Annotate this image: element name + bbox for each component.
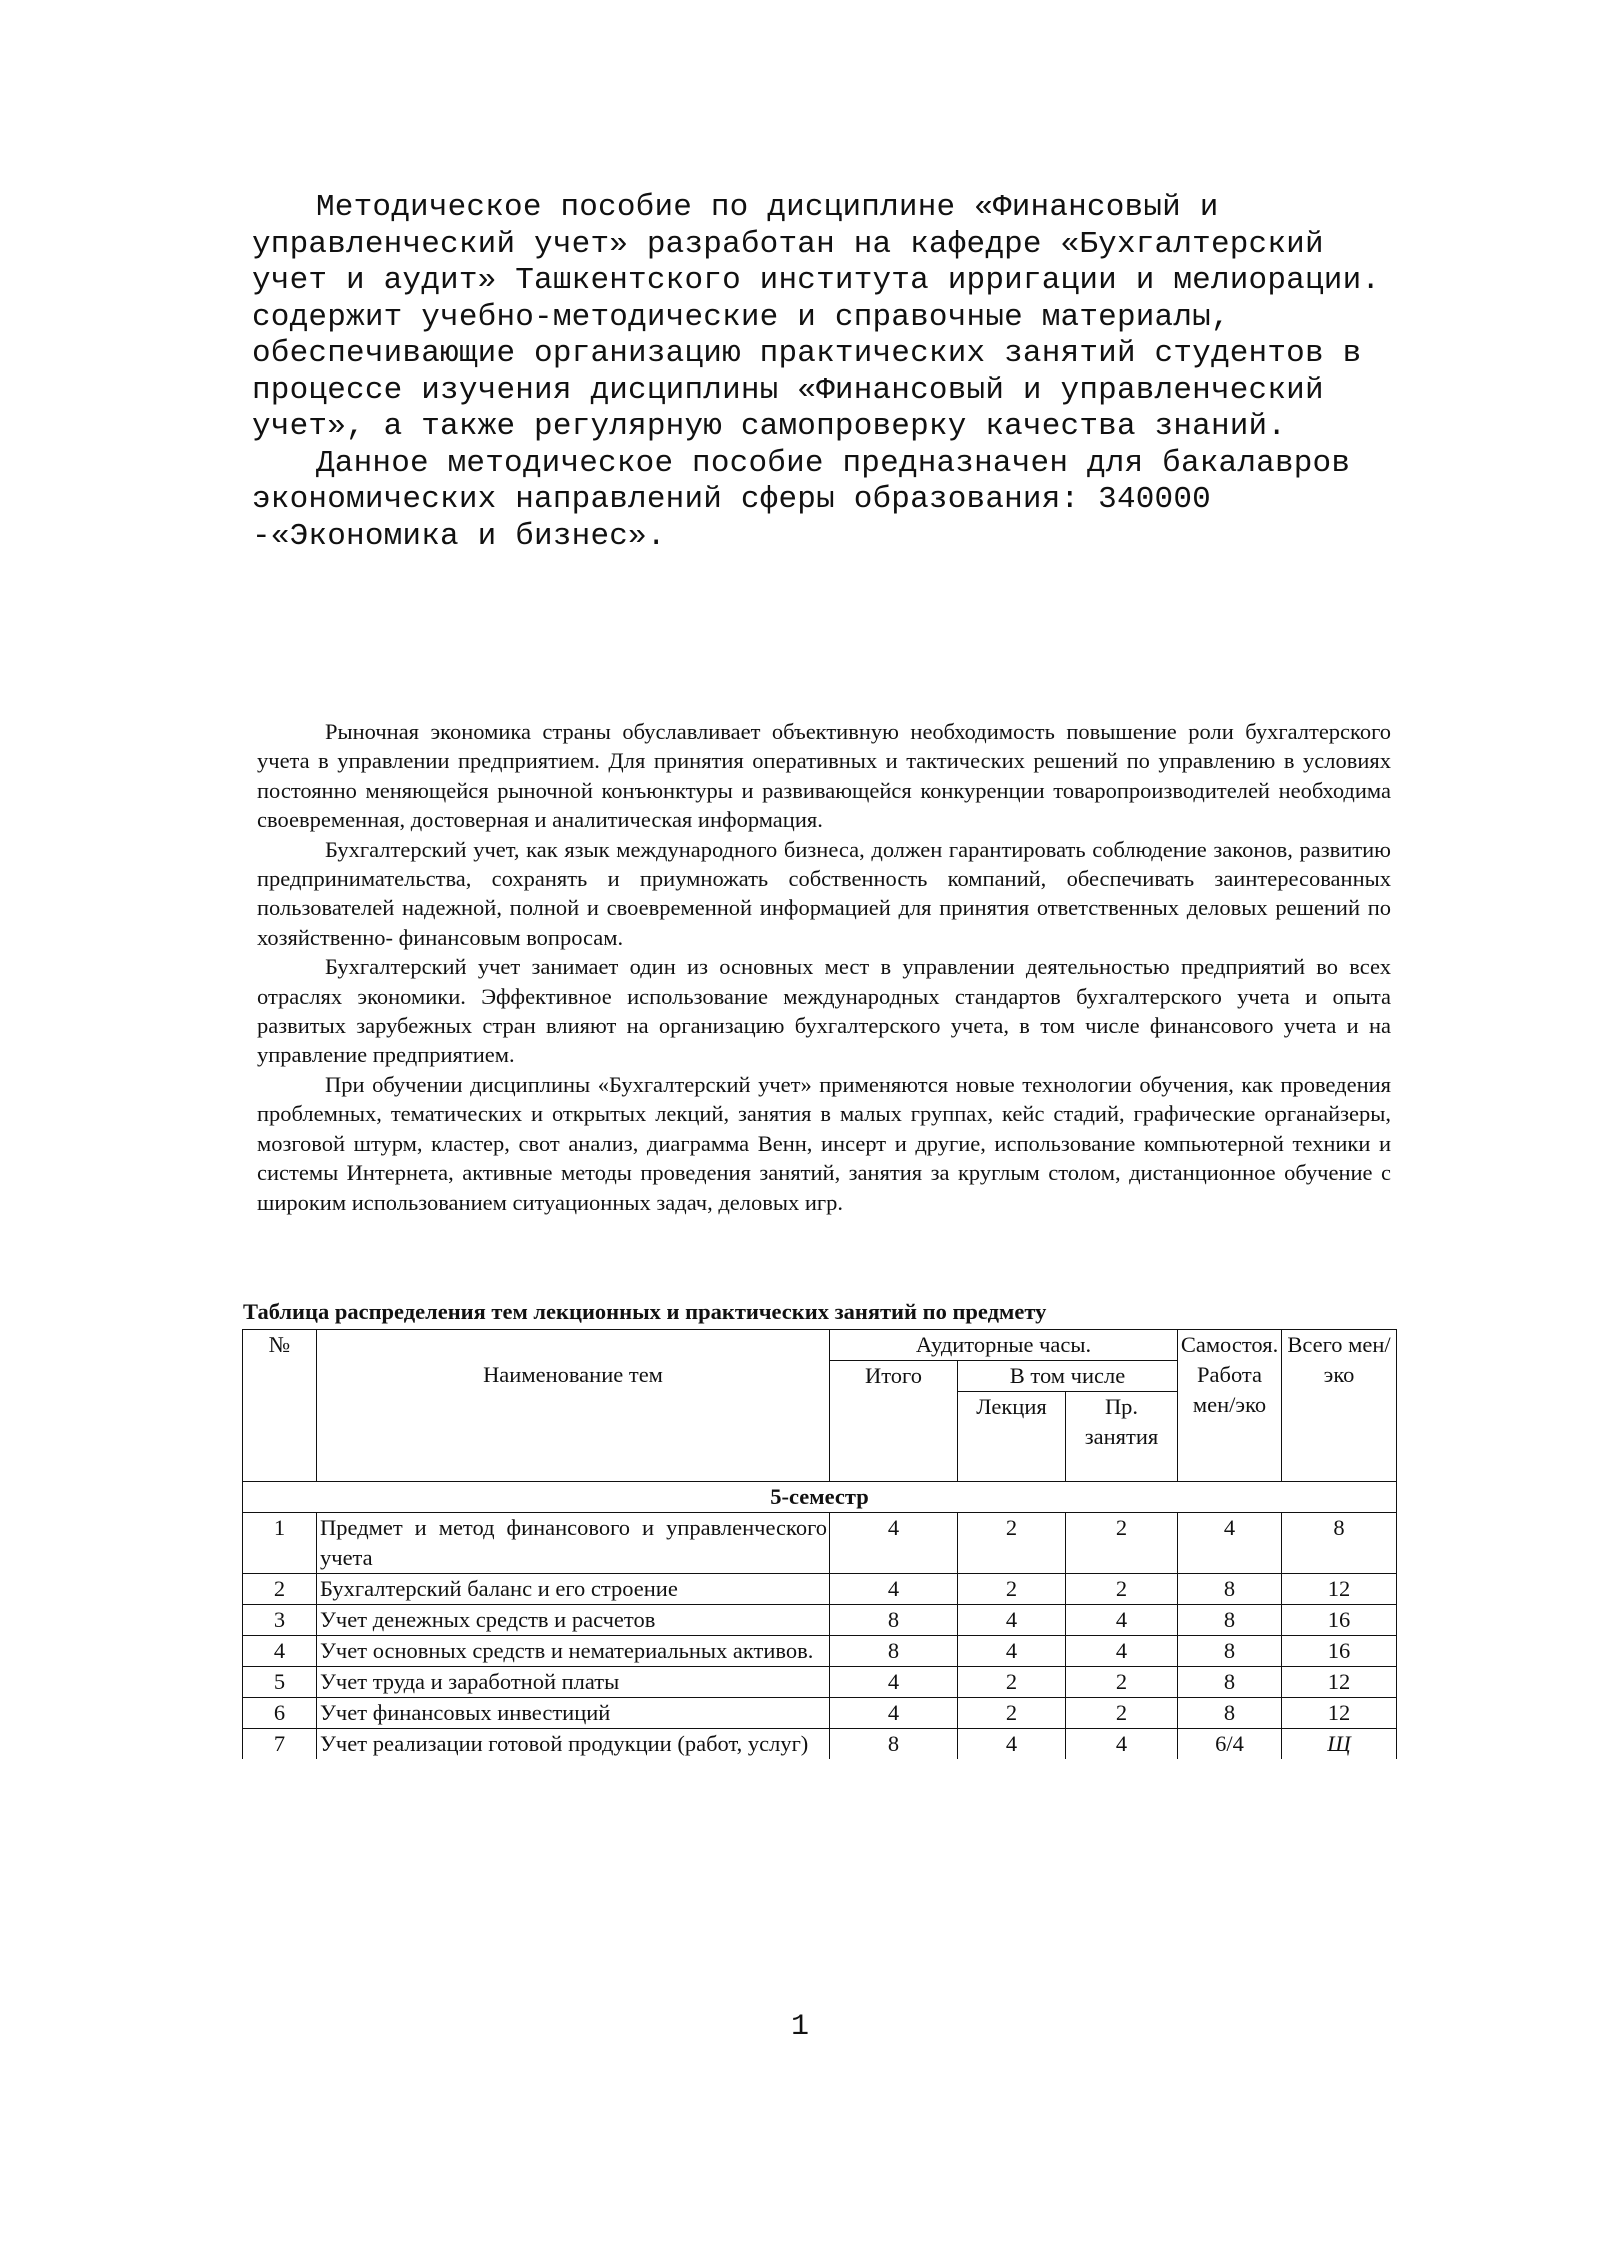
row-self-study: 6/4: [1178, 1729, 1282, 1760]
table-row: [243, 1513, 1397, 1574]
body-paragraph: Бухгалтерский учет занимает один из основных мест в управлении деятельностью предприятий во всех отраслях экономики. Эффективное использование международных стандартов бухгалтерского учета и опыта развитых зарубежных стран влияют на организацию бухгалтерского учета, в том числе финансового учета и на управление предприятием.: [257, 954, 1391, 1068]
row-self-study: 8: [1178, 1605, 1282, 1636]
row-number: 7: [243, 1729, 317, 1760]
row-topic: Бухгалтерский баланс и его строение: [317, 1574, 830, 1605]
row-topic: Учет реализации готовой продукции (работ, услуг): [317, 1729, 830, 1760]
row-lecture: 2: [958, 1513, 1066, 1574]
row-topic: Учет финансовых инвестиций: [317, 1698, 830, 1729]
table-caption: Таблица распределения тем лекционных и практических занятий по предмету: [243, 1299, 1047, 1324]
header-practice: Пр. занятия: [1066, 1392, 1178, 1482]
row-number: 5: [243, 1667, 317, 1698]
page-number: 1: [790, 2010, 809, 2044]
row-self-study: 8: [1178, 1574, 1282, 1605]
row-total: 8: [830, 1636, 958, 1667]
body-paragraph: При обучении дисциплины «Бухгалтерский учет» применяются новые технологии обучения, как проведения проблемных, тематических и открытых лекций, занятия в малых группах, кейс стадий, графические органайзеры, мозговой штурм, кластер, свот анализ, диаграмма Венн, инсерт и другие, использование компьютерной техники и системы Интернета, активные методы проведения занятий, занятия за круглым столом, дистанционное обучение с широким использованием ситуационных задач, деловых игр.: [257, 1071, 1391, 1215]
row-number: 2: [243, 1574, 317, 1605]
row-practice: 4: [1066, 1636, 1178, 1667]
row-lecture: 4: [958, 1636, 1066, 1667]
row-overall: 12: [1282, 1667, 1397, 1698]
row-total: 8: [830, 1729, 958, 1760]
header-topic: Наименование тем: [317, 1330, 830, 1482]
body-paragraph: Бухгалтерский учет, как язык международного бизнеса, должен гарантировать соблюдение законов, развитию предпринимательства, сохранять и приумножать собственность компаний, обеспечивать заинтересованных пользователей надежной, полной и своевременной информацией для принятия ответственных деловых решений по хозяйственно- финансовым вопросам.: [257, 836, 1391, 950]
header-including: В том числе: [958, 1361, 1178, 1392]
row-total: 4: [830, 1698, 958, 1729]
intro-paragraph-1: Методическое пособие по дисциплине «Финансовый и управленческий учет» разработан на кафедре «Бухгалтерский учет и аудит» Ташкентского института ирригации и мелиорации. содержит учебно-методические и справочные материалы, обеспечивающие организацию практических занятий студентов в процессе изучения дисциплины «Финансовый и управленческий учет», а также регулярную самопроверку качества знаний.: [252, 190, 1381, 444]
row-self-study: 8: [1178, 1698, 1282, 1729]
row-practice: 2: [1066, 1667, 1178, 1698]
header-overall: Всего мен/эко: [1282, 1330, 1397, 1482]
table-row: [243, 1605, 1397, 1636]
table-row: [243, 1729, 1397, 1760]
header-self-study: Самостоя. Работа мен/эко: [1178, 1330, 1282, 1482]
header-total: Итого: [830, 1361, 958, 1482]
row-overall: 16: [1282, 1605, 1397, 1636]
header-number: №: [243, 1330, 317, 1482]
row-self-study: 8: [1178, 1636, 1282, 1667]
row-self-study: 8: [1178, 1667, 1282, 1698]
row-overall: 16: [1282, 1636, 1397, 1667]
body-paragraph: Рыночная экономика страны обуславливает объективную необходимость повышение роли бухгалтерского учета в управлении предприятием. Для принятия оперативных и тактических решений по управлению в условиях постоянно меняющейся рыночной конъюнктуры и развивающейся конкуренции товаропроизводителей необходима своевременная, достоверная и аналитическая информация.: [257, 719, 1391, 833]
row-practice: 4: [1066, 1729, 1178, 1760]
row-total: 4: [830, 1667, 958, 1698]
row-overall: 12: [1282, 1574, 1397, 1605]
table-row: [243, 1636, 1397, 1667]
row-self-study: 4: [1178, 1513, 1282, 1574]
row-lecture: 4: [958, 1729, 1066, 1760]
row-number: 4: [243, 1636, 317, 1667]
row-topic: Учет денежных средств и расчетов: [317, 1605, 830, 1636]
row-practice: 4: [1066, 1605, 1178, 1636]
row-total: 8: [830, 1605, 958, 1636]
row-practice: 2: [1066, 1698, 1178, 1729]
intro-section: [252, 190, 1402, 555]
intro-paragraph-2: Данное методическое пособие предназначен для бакалавров экономических направлений сферы образования: 340000 -«Экономика и бизнес».: [252, 445, 1351, 554]
semester-label: 5-семестр: [243, 1482, 1397, 1513]
row-lecture: 2: [958, 1574, 1066, 1605]
row-total: 4: [830, 1513, 958, 1574]
header-auditorium: Аудиторные часы.: [830, 1330, 1178, 1361]
table-header-row: [243, 1330, 1397, 1361]
table-row: [243, 1698, 1397, 1729]
body-section: [257, 717, 1391, 1217]
row-topic: Предмет и метод финансового и управленческого учета: [317, 1513, 830, 1574]
table-row: [243, 1667, 1397, 1698]
topics-table: [242, 1329, 1397, 1759]
row-number: 1: [243, 1513, 317, 1574]
row-number: 3: [243, 1605, 317, 1636]
row-practice: 2: [1066, 1574, 1178, 1605]
row-overall: 8: [1282, 1513, 1397, 1574]
row-lecture: 4: [958, 1605, 1066, 1636]
row-overall: 12: [1282, 1698, 1397, 1729]
table-row: [243, 1574, 1397, 1605]
header-lecture: Лекция: [958, 1392, 1066, 1482]
row-practice: 2: [1066, 1513, 1178, 1574]
row-total: 4: [830, 1574, 958, 1605]
row-lecture: 2: [958, 1667, 1066, 1698]
row-overall: Щ: [1282, 1729, 1397, 1760]
row-number: 6: [243, 1698, 317, 1729]
row-topic: Учет основных средств и нематериальных активов.: [317, 1636, 830, 1667]
semester-row: [243, 1482, 1397, 1513]
row-topic: Учет труда и заработной платы: [317, 1667, 830, 1698]
row-lecture: 2: [958, 1698, 1066, 1729]
